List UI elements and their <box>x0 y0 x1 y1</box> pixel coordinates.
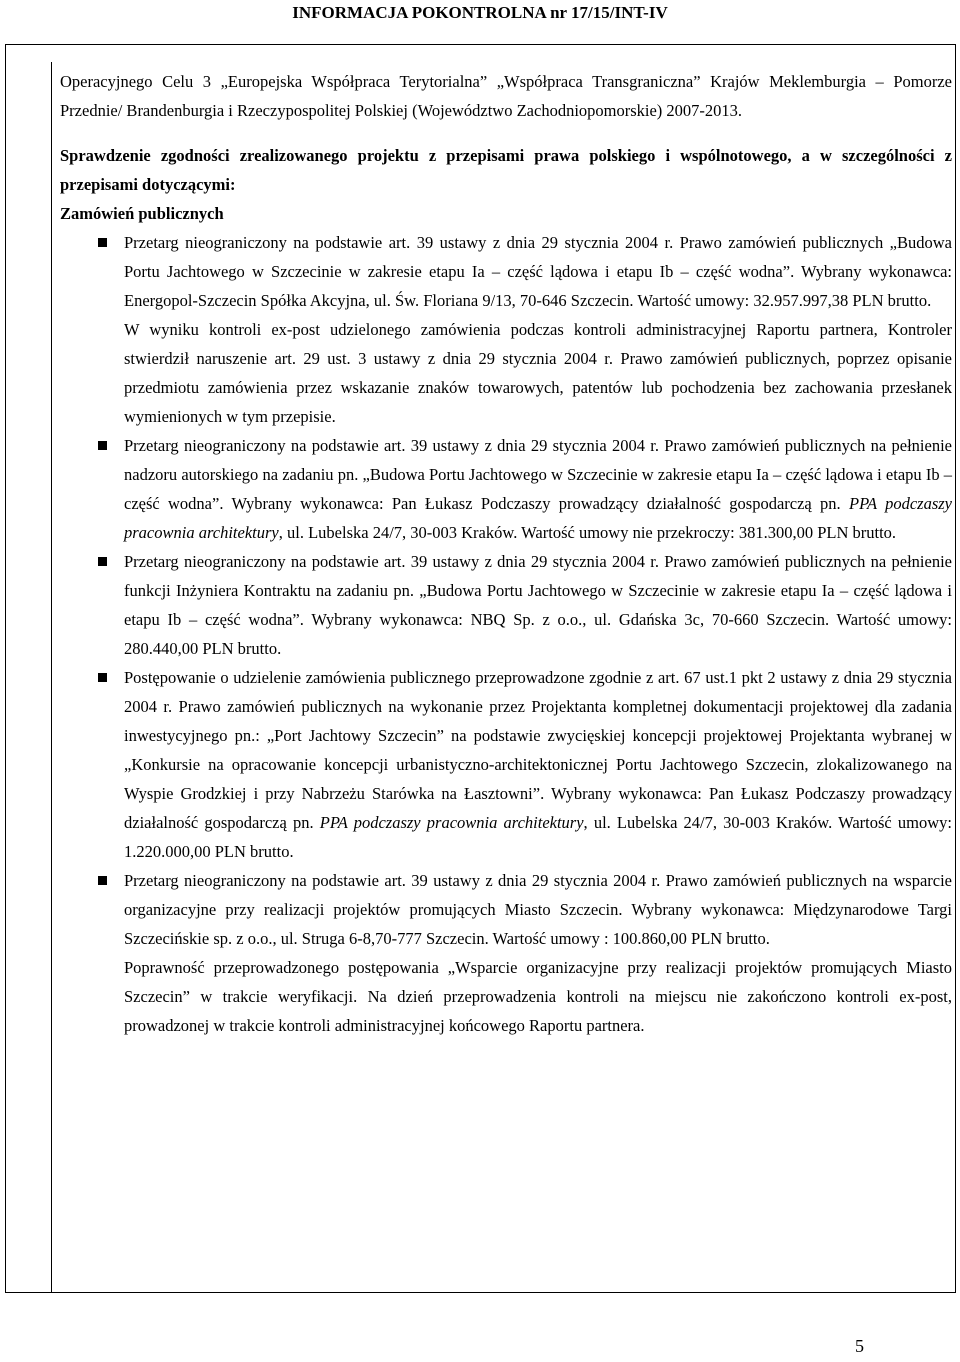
list-item-text: Przetarg nieograniczony na podstawie art. 39 ustawy z dnia 29 stycznia 2004 r. Prawo zamówień publicznych na wsparcie organizacyjne przy realizacji projektów promujących Miasto Szczecin. Wybrany wykonawca: Międzynarodowe Targi Szczecińskie sp. z o.o., ul. Struga 6-8,70-777 Szczecin. Wartość umowy : 100.860,00 PLN brutto. <box>124 871 952 948</box>
list-item <box>60 866 952 953</box>
square-bullet-icon <box>98 557 107 566</box>
list-item <box>60 663 952 866</box>
list-item-text-end: , ul. Lubelska 24/7, 30-003 Kraków. Wartość umowy: 1.220.000,00 PLN brutto. <box>124 813 952 861</box>
company-name: PPA podczaszy pracownia architektury <box>124 494 953 542</box>
section-heading: Sprawdzenie zgodności zrealizowanego projektu z przepisami prawa polskiego i wspólnotowego, a w szczególności z przepisami dotyczącymi: <box>60 146 952 194</box>
list-item-text: Przetarg nieograniczony na podstawie art. 39 ustawy z dnia 29 stycznia 2004 r. Prawo zamówień publicznych na pełnienie funkcji Inżyniera Kontraktu na zadaniu pn. „Budowa Portu Jachtowego w Szczecinie w zakresie etapu Ia – część lądowa i etapu Ib – część wodna”. Wybrany wykonawca: NBQ Sp. z o.o., ul. Gdańska 3c, 70-660 Szczecin. Wartość umowy: 280.440,00 PLN brutto. <box>124 552 952 658</box>
list-item <box>60 547 952 663</box>
list-item <box>60 431 952 547</box>
list-item-text: Przetarg nieograniczony na podstawie art. 39 ustawy z dnia 29 stycznia 2004 r. Prawo zamówień publicznych na pełnienie nadzoru autorskiego na zadaniu pn. „Budowa Portu Jachtowego w Szczecinie w zakresie etapu Ia – część lądowa i etapu Ib – część wodna”. Wybrany wykonawca: Pan Łukasz Podczaszy prowadzący działalność gospodarczą pn. <box>124 436 952 513</box>
intro-paragraph: Operacyjnego Celu 3 „Europejska Współpraca Terytorialna” „Współpraca Transgraniczna” Krajów Meklemburgia – Pomorze Przednie/ Brandenburgia i Rzeczypospolitej Polskiej (Województwo Zachodniopomorskie) 2007-2013. <box>60 72 952 120</box>
list-item-text: Postępowanie o udzielenie zamówienia publicznego przeprowadzone zgodnie z art. 67 ust.1 pkt 2 ustawy z dnia 29 stycznia 2004 r. Prawo zamówień publicznych na wykonanie przez Projektanta kompletnej dokumentacji projektowej dla zadania inwestycyjnego pn.: „Port Jachtowy Szczecin” na podstawie zwycięskiej koncepcji projektowej Projektanta wybranej w „Konkursie na opracowanie koncepcji urbanistyczno-architektonicznej Portu Jachtowego Szczecin, zlokalizowanego na Wyspie Grodzkiej i przy Nabrzeżu Starówka na Łasztowni”. Wybrany wykonawca: Pan Łukasz Podczaszy prowadzący działalność gospodarczą pn. <box>124 668 952 832</box>
square-bullet-icon <box>98 441 107 450</box>
document-body <box>60 67 952 1040</box>
subsection-heading: Zamówień publicznych <box>60 204 224 223</box>
list-item-text: Przetarg nieograniczony na podstawie art. 39 ustawy z dnia 29 stycznia 2004 r. Prawo zamówień publicznych „Budowa Portu Jachtowego w Szczecinie w zakresie etapu Ia – część lądowa i etapu Ib – część wodna”. Wybrany wykonawca: Energopol-Szczecin Spółka Akcyjna, ul. Św. Floriana 9/13, 70-646 Szczecin. Wartość umowy: 32.957.997,38 PLN brutto. <box>124 233 952 310</box>
square-bullet-icon <box>98 673 107 682</box>
list-item-text-end: , ul. Lubelska 24/7, 30-003 Kraków. Wartość umowy nie przekroczy: 381.300,00 PLN brutto. <box>278 523 897 542</box>
square-bullet-icon <box>98 238 107 247</box>
square-bullet-icon <box>98 876 107 885</box>
list-item <box>60 228 952 315</box>
page-number: 5 <box>855 1336 864 1356</box>
list-item-note: W wyniku kontroli ex-post udzielonego zamówienia podczas kontroli administracyjnej Raportu partnera, Kontroler stwierdził naruszenie art. 29 ust. 3 ustawy z dnia 29 stycznia 2004 r. Prawo zamówień publicznych, poprzez opisanie przedmiotu zamówienia przez wskazanie znaków towarowych, patentów lub pochodzenia bez zachowania przesłanek wymienionych w tym przepisie. <box>124 320 952 426</box>
company-name: PPA podczaszy pracownia architektury <box>319 813 584 832</box>
document-header: INFORMACJA POKONTROLNA nr 17/15/INT-IV <box>292 3 668 22</box>
list-item-note: Poprawność przeprowadzonego postępowania „Wsparcie organizacyjne przy realizacji projektów promujących Miasto Szczecin” w trakcie weryfikacji. Na dzień przeprowadzenia kontroli na miejscu nie zakończono kontroli ex-post, prowadzonej w trakcie kontroli administracyjnej końcowego Raportu partnera. <box>124 958 952 1035</box>
